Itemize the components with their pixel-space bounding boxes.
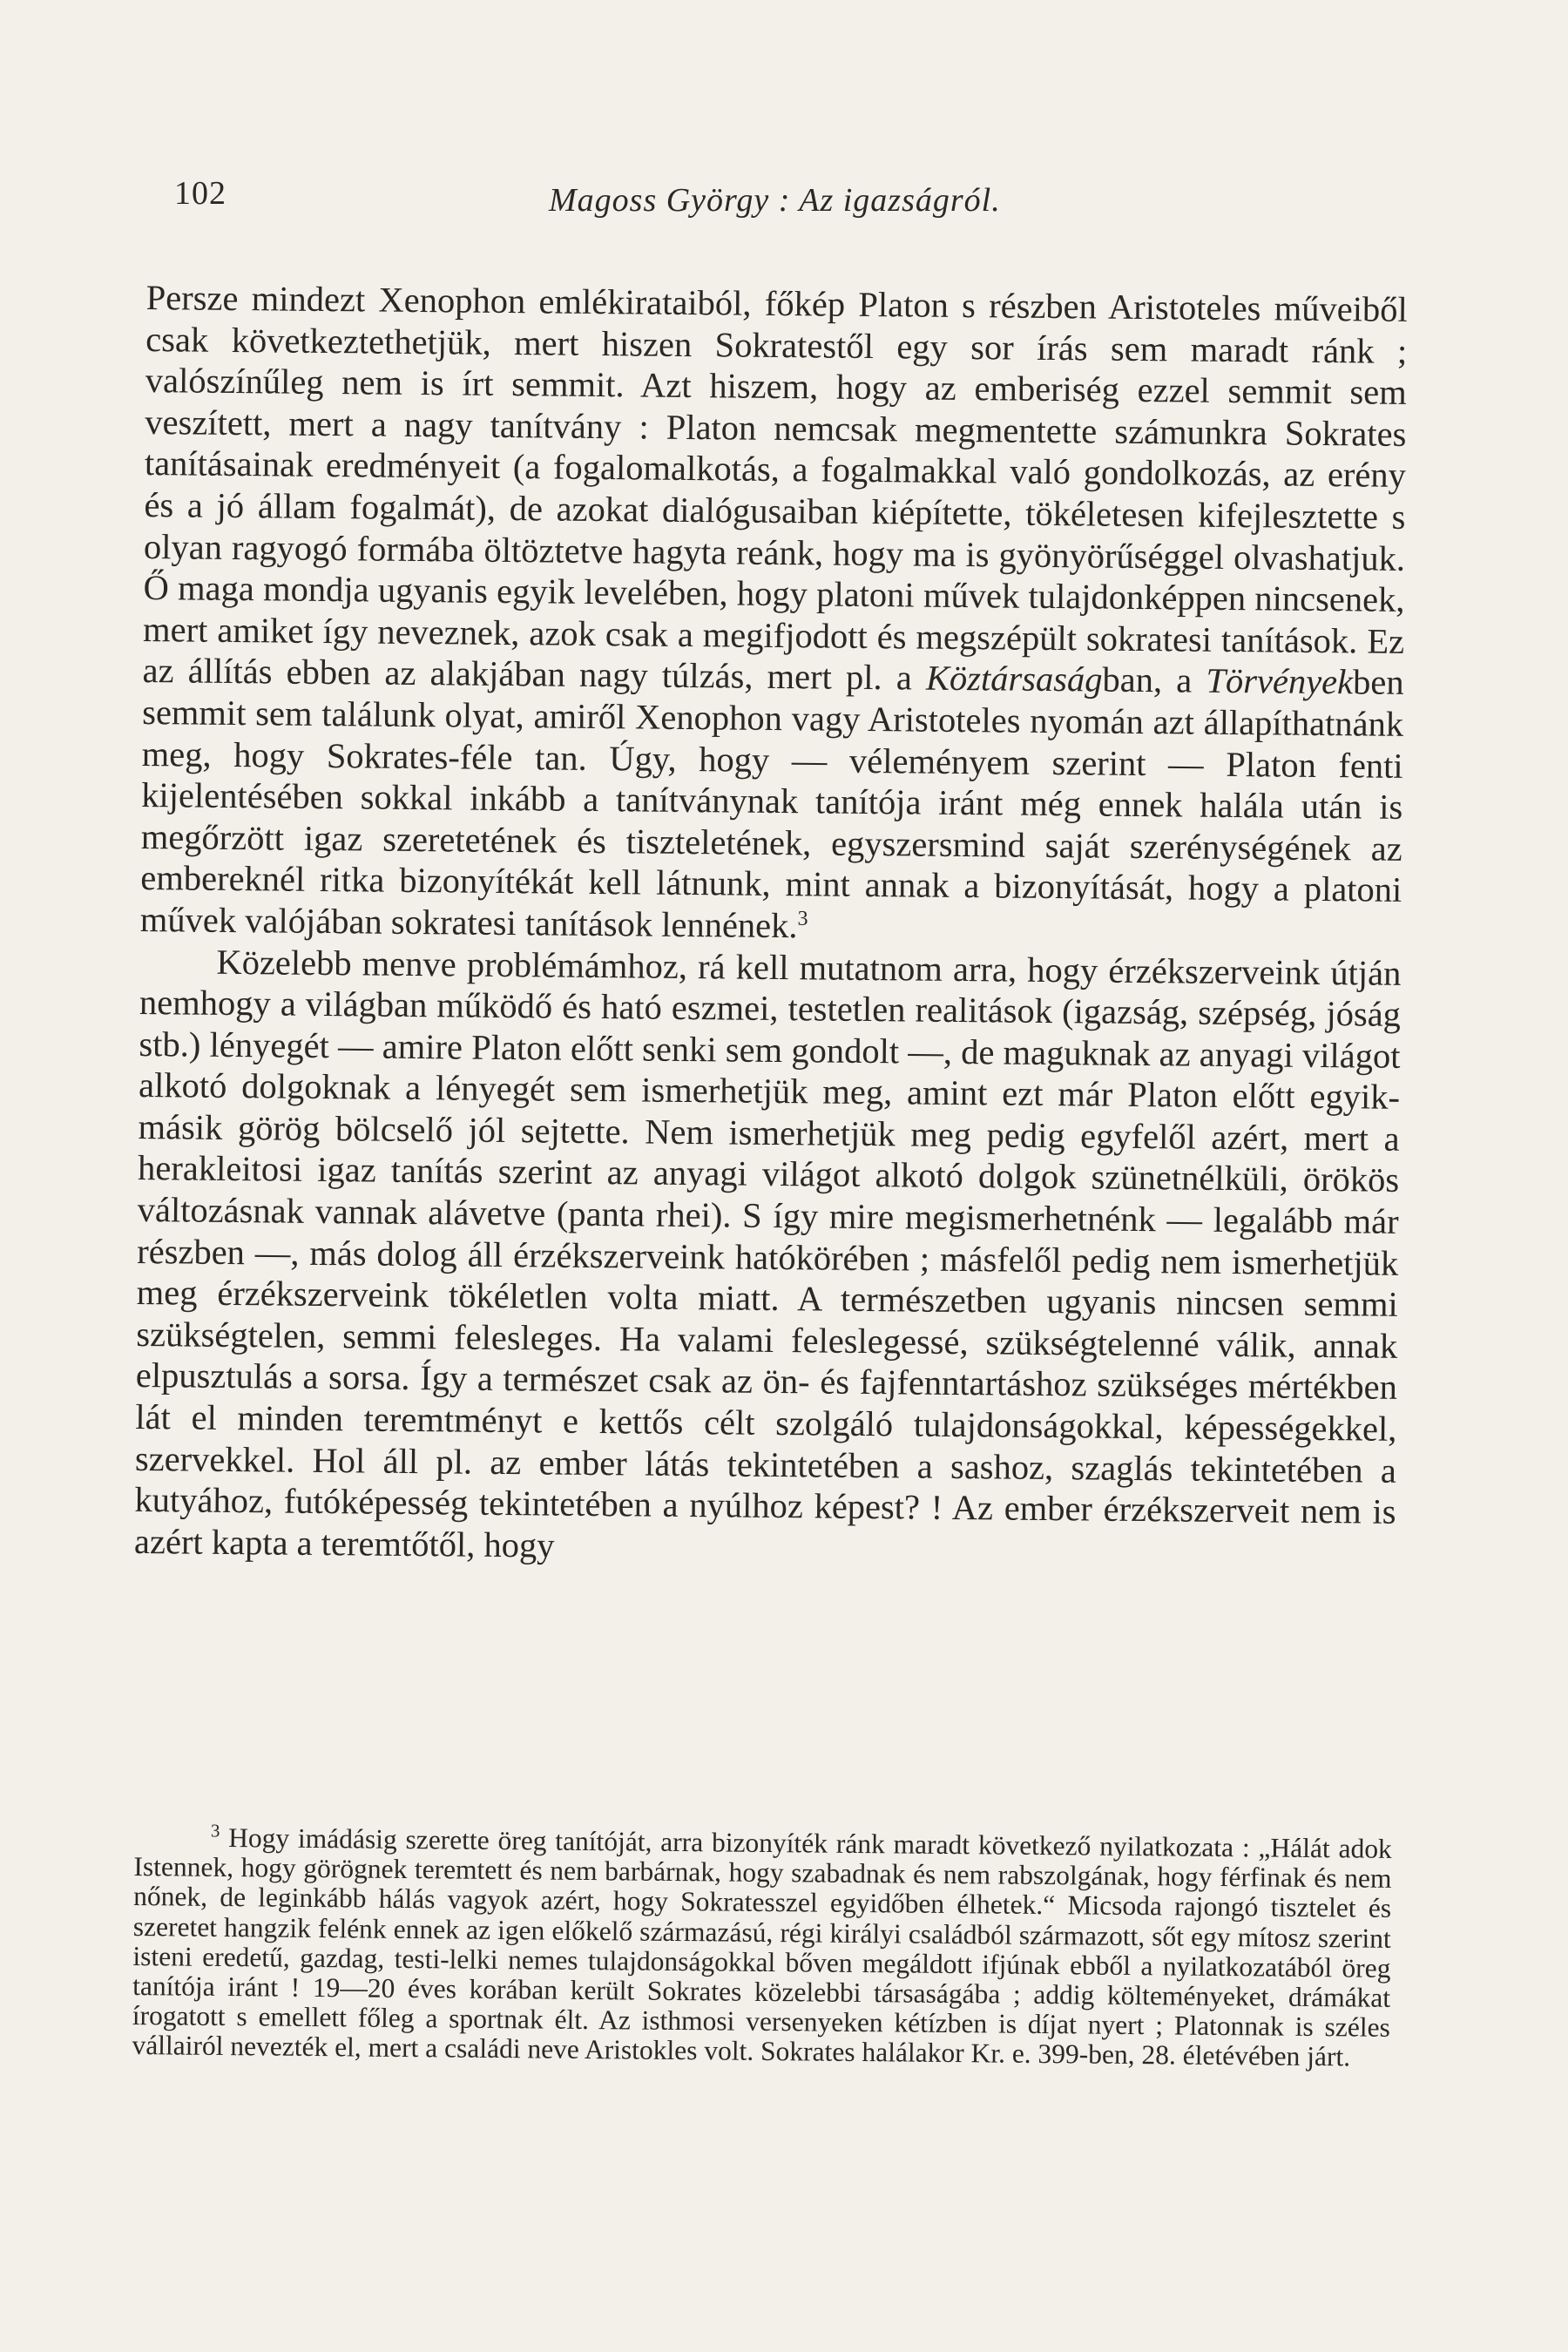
page-number: 102 bbox=[174, 175, 226, 212]
paragraph-1 bbox=[140, 277, 1408, 952]
page-header bbox=[148, 174, 1402, 226]
main-text bbox=[134, 277, 1408, 1574]
paragraph-1-text-b: ban, a bbox=[1102, 659, 1206, 701]
footnote-3 bbox=[132, 1822, 1392, 2072]
footnote-text: Hogy imádásig szerette öreg tanítóját, arra bizonyíték ránk maradt következő nyilatkozata : „Hálát adok Istennek, hogy görögnek teremtett és nem barbárnak, hogy szabadnak és nem rabszolgának, hogy férfinak és nem nőnek, de leginkább hálás vagyok azért, hogy Sokratesszel egyidőben élhetek.“ Micsoda rajongó tisztelet és szeretet hangzik felénk ennek az igen előkelő származású, régi királyi családból származott, sőt egy mítosz szerint isteni eredetű, gazdag, testi-lelki nemes tulajdonságokkal bőven megáldott ifjúnak ebből a nyilatkozatából öreg tanítója iránt ! 19—20 éves korában került Sokrates közelebbi társaságába ; addig költeményeket, drámákat írogatott s emellett főleg a sportnak élt. Az isthmosi versenyeken kétízben is díjat nyert ; Platonnak is széles vállairól nevezték el, mert a családi neve Aristokles volt. Sokrates halálakor Kr. e. 399-ben, 28. életévében járt. bbox=[132, 1822, 1392, 2072]
title-torvenyek: Törvények bbox=[1206, 661, 1354, 702]
footnote-number: 3 bbox=[210, 1820, 220, 1842]
title-koztarsasag: Köztársaság bbox=[925, 658, 1103, 700]
footnotes bbox=[132, 1822, 1392, 2072]
running-head: Magoss György : Az igazságról. bbox=[549, 182, 1001, 219]
paragraph-1-text-c: ben semmit sem találunk olyat, amiről Xenophon vagy Aristoteles nyomán azt állapíthatnánk meg, hogy Sokrates-féle tan. Úgy, hogy — véleményem szerint — Platon fenti kijelentésében sokkal inkább a tanítványnak tanítója iránt még ennek halála után is megőrzött igaz szeretetének és tiszteletének, egyszersmind saját szerénységének az embereknél ritka bizonyítékát kell látnunk, mint annak a bizonyítását, hogy a platoni művek valójában sokratesi tanítások lennének. bbox=[139, 662, 1404, 946]
paragraph-2: Közelebb menve problémámhoz, rá kell mutatnom arra, hogy érzékszerveink útján nemhogy a világban működő és ható eszmei, testetlen realitások (igazság, szépség, jóság stb.) lényegét — amire Platon előtt senki sem gondolt —, de maguknak az anyagi világot alkotó dolgoknak a lényegét sem ismerhetjük meg, amint ezt már Platon előtt egyik-másik görög bölcselő jól sejtette. Nem ismerhetjük meg pedig egyfelől azért, mert a herakleitosi igaz tanítás szerint az anyagi világot alkotó dolgok szünetnélküli, örökös változásnak vannak alávetve (panta rhei). S így mire megismerhetnénk — legalább már részben —, más dolog áll érzékszerveink hatókörében ; másfelől pedig nem ismerhetjük meg érzékszerveink tökéletlen volta miatt. A természetben ugyanis nincsen semmi szükségtelen, semmi felesleges. Ha valami feleslegessé, szükségtelenné válik, annak elpusztulás a sorsa. Így a természet csak az ön- és fajfenntartáshoz szükséges mértékben lát el minden teremtményt e kettős célt szolgáló tulajdonságokkal, képességekkel, szervekkel. Hol áll pl. az ember látás tekintetében a sashoz, szaglás tekintetében a kutyához, futóképesség tekintetében a nyúlhoz képest? ! Az ember érzékszerveit nem is azért kapta a teremtőtől, hogy bbox=[133, 942, 1402, 1565]
paragraph-1-text-a: Persze mindezt Xenophon emlékirataiból, főkép Platon s részben Aristoteles műveiből csak következtethetjük, mert hiszen Sokratestől egy sor írás sem maradt ránk ; valószínűleg nem is írt semmit. Azt hiszem, hogy az emberiség ezzel semmit sem veszített, mert a nagy tanítvány : Platon nemcsak megmentette számunkra Sokrates tanításainak eredményeit (a fogalomalkotás, a fogalmakkal való gondolkozás, az erény és a jó állam fogalmát), de azokat dialógusaiban kiépítette, tökéletesen kifejlesztette s olyan ragyogó formába öltöztetve hagyta reánk, hogy ma is gyönyörűséggel olvashatjuk. Ő maga mondja ugyanis egyik levelében, hogy platoni művek tulajdonképpen nincsenek, mert amiket így neveznek, azok csak a megifjodott és megszépült sokratesi tanítások. Ez az állítás ebben az alakjában nagy túlzás, mert pl. a bbox=[142, 277, 1408, 698]
footnote-reference: 3 bbox=[797, 907, 808, 930]
